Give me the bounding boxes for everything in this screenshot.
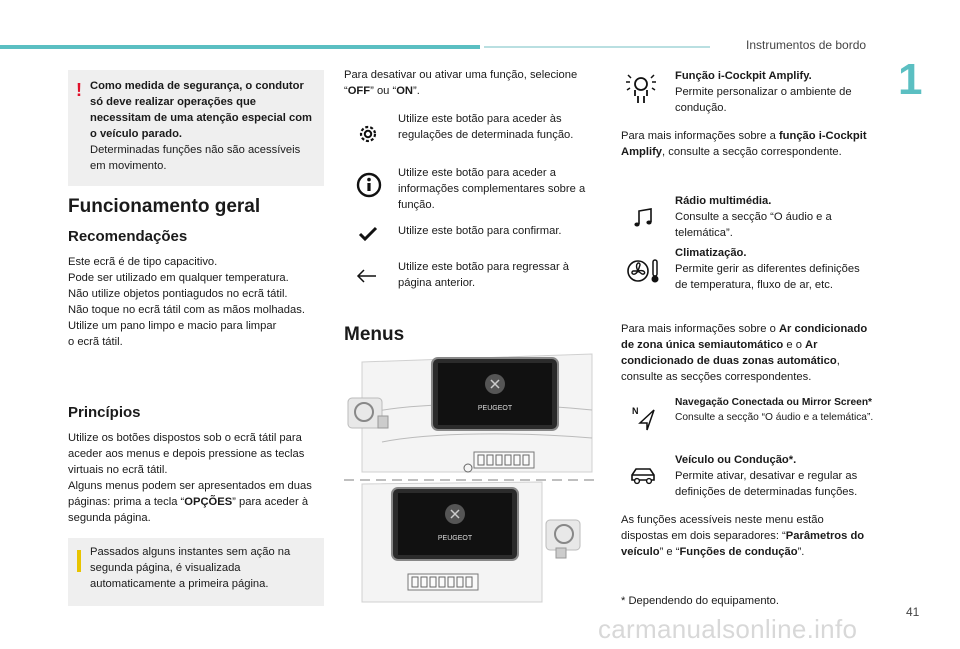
info-row-text: Utilize este botão para aceder a informações complementares sobre a função. <box>398 167 586 211</box>
info-note-box <box>68 538 324 606</box>
settings-row-text: Utilize este botão para aceder às regulações de determinada função. <box>398 113 574 141</box>
recommendation-line: Pode ser utilizado em qualquer temperatura. <box>68 272 289 284</box>
options-key: OPÇÕES <box>184 496 233 508</box>
vehicle-block <box>675 452 875 500</box>
watermark: carmanualsonline.info <box>598 614 858 644</box>
navigation-title: Navegação Conectada ou Mirror Screen* <box>675 397 873 408</box>
warning-normal-text: Determinadas funções não são acessíveis em movimento. <box>90 144 301 172</box>
i-cockpit-amplify-icon <box>624 72 658 108</box>
principles-paragraph-1: Utilize os botões dispostos sob o ecrã tátil para aceder aos menus e depois pressione as teclas virtuais no ecrã tátil. <box>68 432 305 476</box>
onoff-intro: Para desativar ou ativar uma função, selecione “OFF” ou “ON”. <box>344 69 578 97</box>
vehicle-title: Veículo ou Condução*. <box>675 454 797 466</box>
cockpit-title: Função i-Cockpit Amplify. <box>675 70 812 82</box>
header-accent-bar <box>0 45 480 49</box>
info-icon <box>356 172 382 198</box>
climate-more-info: Para mais informações sobre o Ar condicionado de zona única semiautomático e o Ar condicionado de duas zonas automático, consulte as secções correspondentes. <box>621 323 868 383</box>
page-number: 41 <box>906 605 920 619</box>
info-marker-icon <box>77 550 81 572</box>
navigation-block <box>675 395 885 425</box>
recommendation-line: o ecrã tátil. <box>68 336 123 348</box>
navigation-arrow-icon <box>630 404 658 432</box>
warning-bold-text: Como medida de segurança, o condutor só deve realizar operações que necessitam de uma atenção especial com o veículo parado. <box>90 80 312 140</box>
dashboard-illustration <box>342 352 600 604</box>
vehicle-car-icon <box>628 466 658 486</box>
svg-text:N: N <box>632 406 639 416</box>
settings-gear-icon <box>356 122 380 146</box>
navigation-text: Consulte a secção “O áudio e a telemática”. <box>675 412 874 423</box>
tabs-info: As funções acessíveis neste menu estão dispostas em dois separadores: “Parâmetros do veículo” e “Funções de condução”. <box>621 514 865 558</box>
cockpit-text: Permite personalizar o ambiente de condução. <box>675 86 852 114</box>
info-note-text: Passados alguns instantes sem ação na segunda página, é visualizada automaticamente a primeira página. <box>90 546 291 590</box>
cockpit-block <box>675 68 875 116</box>
climate-text: Permite gerir as diferentes definições de temperatura, fluxo de ar, etc. <box>675 263 860 291</box>
radio-block <box>675 193 875 241</box>
screen-brand-label: PEUGEOT <box>477 405 513 412</box>
climate-title: Climatização. <box>675 247 747 259</box>
chapter-number: 1 <box>898 55 923 104</box>
heading-principles: Princípios <box>68 404 141 421</box>
header-accent-bar-light <box>484 46 710 48</box>
recommendation-line: Não toque no ecrã tátil com as mãos molhadas. <box>68 304 305 316</box>
back-row-text: Utilize este botão para regressar à página anterior. <box>398 261 570 289</box>
section-title: Instrumentos de bordo <box>746 38 867 52</box>
warning-exclamation-icon: ! <box>76 80 82 100</box>
safety-warning-box <box>68 70 324 186</box>
heading-menus: Menus <box>344 324 405 345</box>
recommendations-list <box>68 254 326 350</box>
climate-fan-icon <box>626 257 660 285</box>
footnote: * Dependendo do equipamento. <box>621 595 779 607</box>
recommendation-line: Este ecrã é de tipo capacitivo. <box>68 256 218 268</box>
back-arrow-icon <box>356 268 378 284</box>
recommendation-line: Não utilize objetos pontiagudos no ecrã tátil. <box>68 288 288 300</box>
radio-text: Consulte a secção “O áudio e a telemática”. <box>675 211 832 239</box>
check-icon <box>358 226 378 242</box>
off-key: OFF <box>347 85 371 97</box>
principles-text <box>68 430 326 526</box>
cockpit-more-info: Para mais informações sobre a função i-Cockpit Amplify, consulte a secção correspondente. <box>621 130 867 158</box>
music-note-icon <box>632 207 654 229</box>
vehicle-text: Permite ativar, desativar e regular as definições de determinadas funções. <box>675 470 858 498</box>
on-key: ON <box>396 85 414 97</box>
principles-paragraph-2: Alguns menus podem ser apresentados em duas páginas: prima a tecla “OPÇÕES” para aceder à segunda página. <box>68 480 312 524</box>
radio-title: Rádio multimédia. <box>675 195 772 207</box>
heading-recommendations: Recomendações <box>68 228 188 245</box>
heading-general-operation: Funcionamento geral <box>68 196 261 217</box>
confirm-row-text: Utilize este botão para confirmar. <box>398 225 562 237</box>
screen-brand-label-2: PEUGEOT <box>437 535 473 542</box>
recommendation-line: Utilize um pano limpo e macio para limpar <box>68 320 277 332</box>
climate-block <box>675 245 875 293</box>
